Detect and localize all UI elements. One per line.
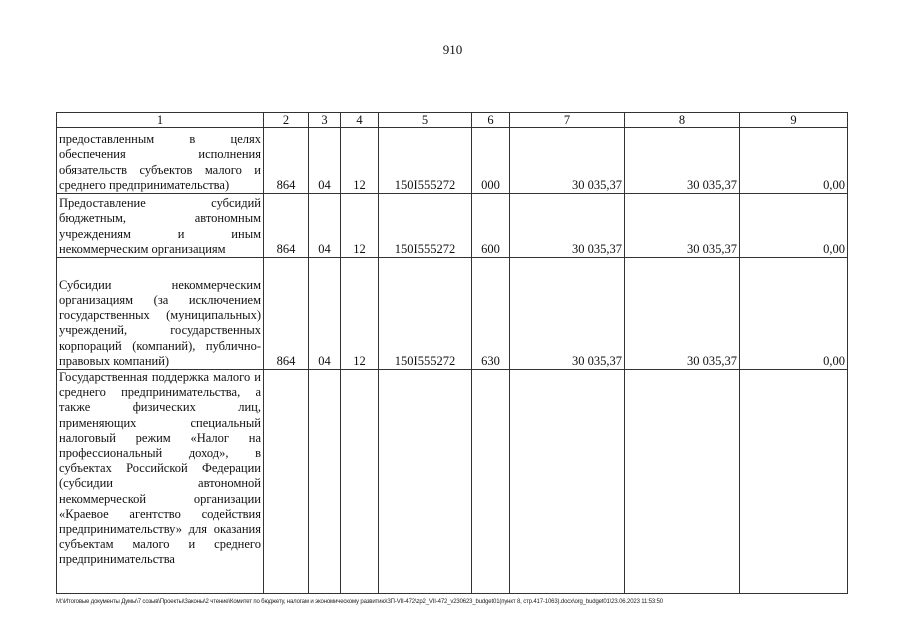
row-type: 630	[472, 258, 510, 370]
row-value-7: 30 035,37	[510, 194, 625, 258]
row-subsection: 12	[341, 194, 379, 258]
table-header-row	[57, 113, 848, 128]
row-target	[379, 370, 472, 594]
column-header: 9	[740, 113, 848, 128]
row-code: 864	[264, 258, 309, 370]
column-header: 7	[510, 113, 625, 128]
row-value-9: 0,00	[740, 194, 848, 258]
row-name: Предоставление субсидий бюджетным, автономным учреждениям и иным некоммерческим организациям	[57, 194, 264, 258]
row-target: 150I555272	[379, 128, 472, 194]
row-value-7: 30 035,37	[510, 258, 625, 370]
row-target: 150I555272	[379, 258, 472, 370]
row-section: 04	[309, 128, 341, 194]
row-section: 04	[309, 194, 341, 258]
column-header: 4	[341, 113, 379, 128]
page-number: 910	[442, 42, 463, 57]
table-row	[57, 194, 848, 258]
row-value-7: 30 035,37	[510, 128, 625, 194]
row-code: 864	[264, 128, 309, 194]
row-code: 864	[264, 194, 309, 258]
row-value-9	[740, 370, 848, 594]
row-target: 150I555272	[379, 194, 472, 258]
row-code	[264, 370, 309, 594]
row-value-9: 0,00	[740, 258, 848, 370]
row-value-7	[510, 370, 625, 594]
column-header: 2	[264, 113, 309, 128]
row-subsection	[341, 370, 379, 594]
column-header: 6	[472, 113, 510, 128]
column-header: 5	[379, 113, 472, 128]
row-value-8: 30 035,37	[625, 194, 740, 258]
row-subsection: 12	[341, 128, 379, 194]
row-name: Субсидии некоммерческим организациям (за исключением государственных (муниципальных) учреждений, государственных корпораций (компаний), публично-правовых компаний)	[57, 258, 264, 370]
column-header: 3	[309, 113, 341, 128]
table-row	[57, 370, 848, 594]
row-type: 000	[472, 128, 510, 194]
row-type: 600	[472, 194, 510, 258]
document-path-footer: M:\Итоговые документы Думы\7 созыв\Проекты\Законы\2 чтение\Комитет по бюджету, налогам и экономическому развитию\ЗП-VII-472\zp2_VII-472_v230623_budget01(пункт 8, стр.417-1063).docx\org_budget01\23.06.2023 11:53:50	[56, 599, 663, 605]
column-header: 1	[57, 113, 264, 128]
row-subsection: 12	[341, 258, 379, 370]
row-value-8: 30 035,37	[625, 128, 740, 194]
row-name: предоставленным в целях обеспечения исполнения обязательств субъектов малого и среднего предпринимательства)	[57, 128, 264, 194]
row-section: 04	[309, 258, 341, 370]
row-type	[472, 370, 510, 594]
row-name: Государственная поддержка малого и среднего предпринимательства, а также физических лиц, применяющих специальный налоговый режим «Налог на профессиональный доход», в субъектах Российской Федерации (субсидии автономной некоммерческой организации «Краевое агентство содействия предпринимательству» для оказания субъектам малого и среднего предпринимательства	[57, 370, 264, 594]
budget-table	[56, 112, 848, 594]
row-section	[309, 370, 341, 594]
table-row	[57, 128, 848, 194]
row-value-9: 0,00	[740, 128, 848, 194]
row-value-8	[625, 370, 740, 594]
table-row	[57, 258, 848, 370]
column-header: 8	[625, 113, 740, 128]
row-value-8: 30 035,37	[625, 258, 740, 370]
